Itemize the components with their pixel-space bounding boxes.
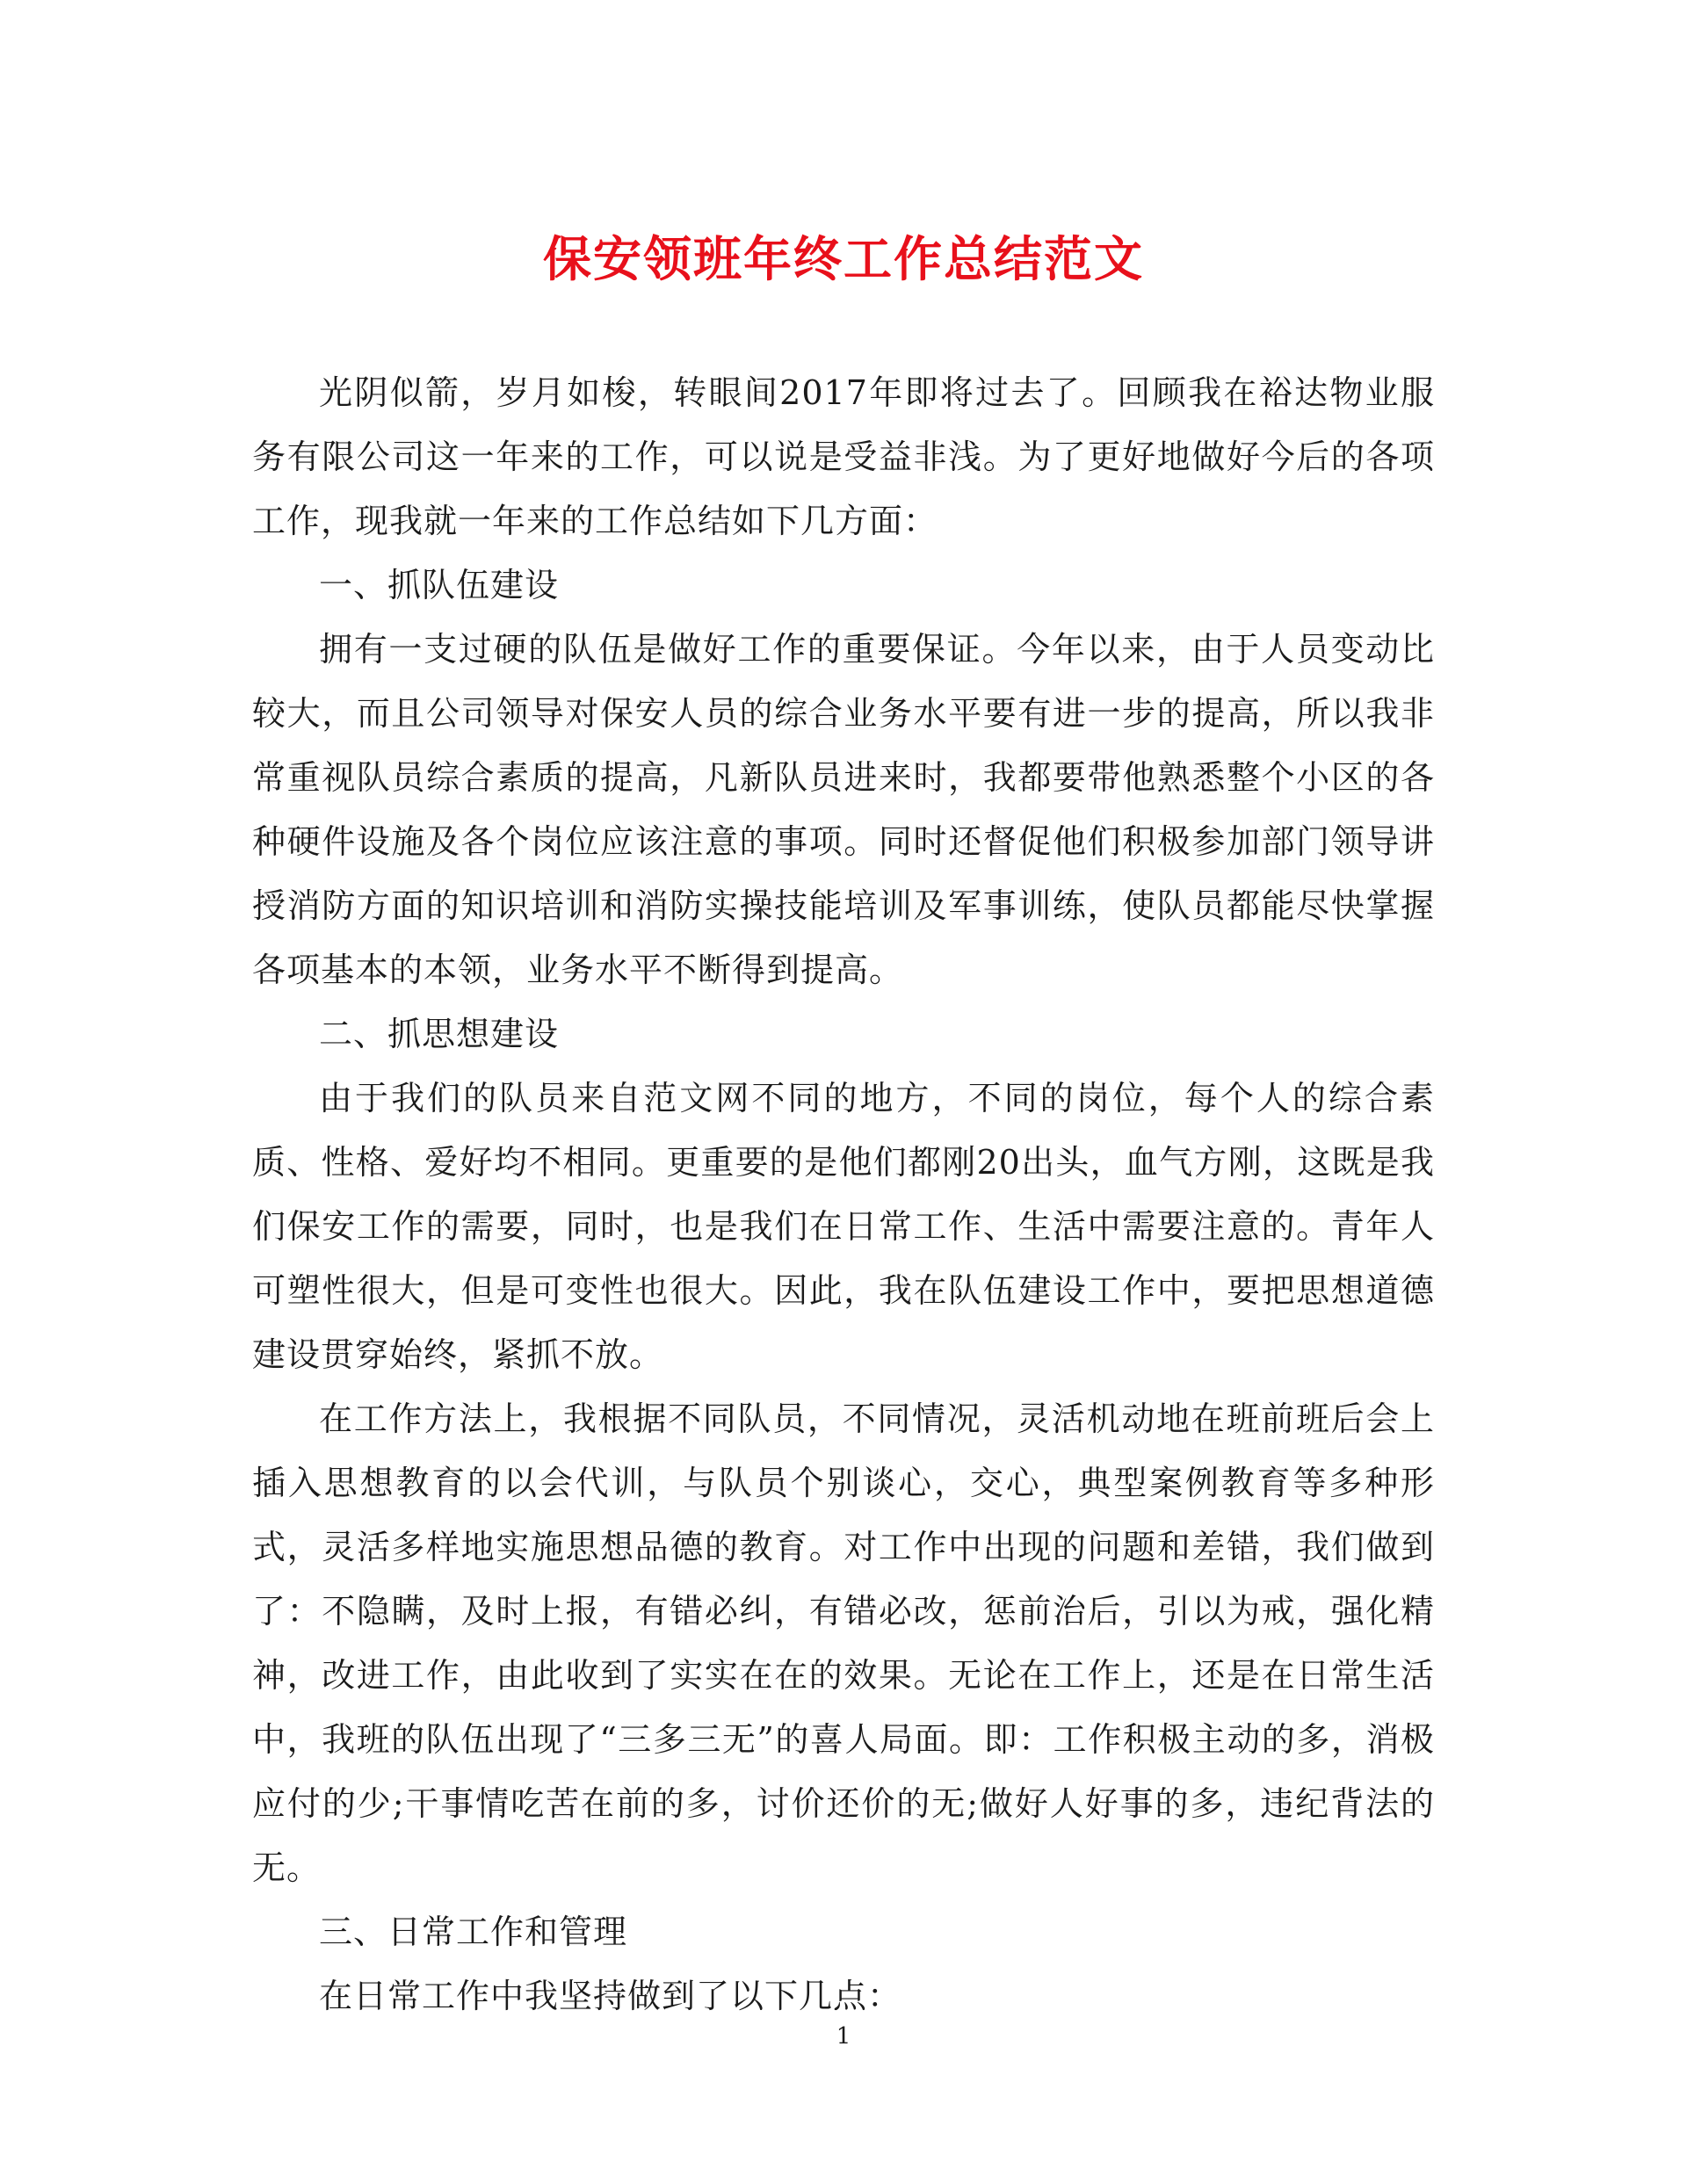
paragraph-thought-building: 由于我们的队员来自范文网不同的地方，不同的岗位，每个人的综合素质、性格、爱好均不相同。更重要的是他们都刚20出头，血气方刚，这既是我们保安工作的需要，同时，也是我们在日常工作、生活中需要注意的。青年人可塑性很大，但是可变性也很大。因此，我在队伍建设工作中，要把思想道德建设贯穿始终，紧抓不放。 <box>252 1079 1435 1374</box>
page-number: 1 <box>836 2023 851 2050</box>
paragraph-daily-work: 在日常工作中我坚持做到了以下几点： <box>319 1977 902 2015</box>
paragraph-intro: 光阴似箭，岁月如梭，转眼间2017年即将过去了。回顾我在裕达物业服务有限公司这一年来的工作，可以说是受益非浅。为了更好地做好今后的各项工作，现我就一年来的工作总结如下几方面： <box>252 373 1435 540</box>
paragraph-team-building: 拥有一支过硬的队伍是做好工作的重要保证。今年以来，由于人员变动比较大，而且公司领导对保安人员的综合业务水平要有进一步的提高，所以我非常重视队员综合素质的提高，凡新队员进来时，我都要带他熟悉整个小区的各种硬件设施及各个岗位应该注意的事项。同时还督促他们积极参加部门领导讲授消防方面的知识培训和消防实操技能培训及军事训练，使队员都能尽快掌握各项基本的本领，业务水平不断得到提高。 <box>252 630 1435 989</box>
document-title: 保安领班年终工作总结范文 <box>542 230 1144 287</box>
section-heading-1: 一、抓队伍建设 <box>319 566 560 604</box>
section-heading-2: 二、抓思想建设 <box>319 1015 560 1053</box>
paragraph-work-methods: 在工作方法上，我根据不同队员，不同情况，灵活机动地在班前班后会上插入思想教育的以会代训，与队员个别谈心，交心，典型案例教育等多种形式，灵活多样地实施思想品德的教育。对工作中出现的问题和差错，我们做到了：不隐瞒，及时上报，有错必纠，有错必改，惩前治后，引以为戒，强化精神，改进工作，由此收到了实实在在的效果。无论在工作上，还是在日常生活中，我班的队伍出现了“三多三无”的喜人局面。即：工作积极主动的多，消极应付的少;干事情吃苦在前的多，讨价还价的无;做好人好事的多，违纪背法的无。 <box>252 1399 1435 1887</box>
section-heading-3: 三、日常工作和管理 <box>319 1913 628 1951</box>
document-body <box>252 361 1435 2029</box>
